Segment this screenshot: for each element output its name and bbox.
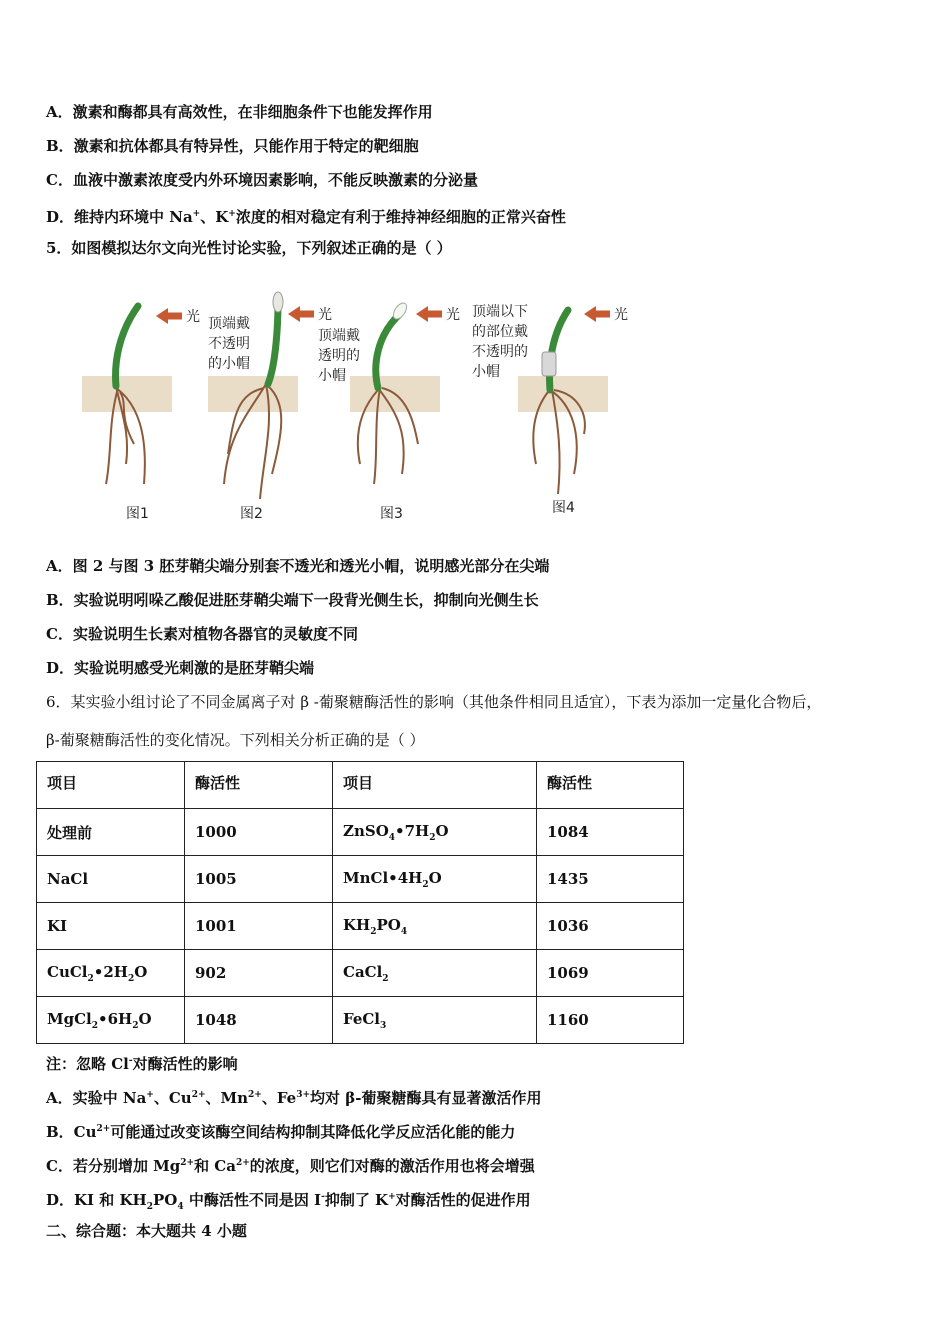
cap-opaque-line-2: 不透明 <box>208 336 250 352</box>
light-label-3: 光 <box>446 307 460 323</box>
compound-cell: $KH_2PO_4$ <box>333 903 537 950</box>
activity-cell: 1084 <box>537 809 684 856</box>
cap-transparent-line-2: 透明的 <box>318 348 360 364</box>
roots <box>106 384 585 499</box>
light-label-2: 光 <box>318 307 332 323</box>
q6-stem-line-1: 6．某实验小组讨论了不同金属离子对 β -葡聚糖酶活性的影响（其他条件相同且适宜），下表为添加一定量化合物后， <box>46 693 822 711</box>
table-note: 注：忽略 Cl-对酶活性的影响 <box>46 1055 238 1073</box>
compound-cell: FeCl$_3$ <box>333 997 537 1044</box>
table-row <box>37 809 684 856</box>
compound-cell: CaCl$_2$ <box>333 950 537 997</box>
q5-option-c: C．实验说明生长素对植物各器官的灵敏度不同 <box>46 625 358 643</box>
cap-lower-line-4: 小帽 <box>472 364 500 380</box>
cap-lower-line-3: 不透明的 <box>472 344 528 360</box>
coleoptile-1 <box>116 306 138 386</box>
header-item: 项目 <box>37 762 185 809</box>
q6-stem-line-2: β-葡聚糖酶活性的变化情况。下列相关分析正确的是（ ） <box>46 731 425 749</box>
activity-cell: 1000 <box>185 809 333 856</box>
q6-option-c: C．若分别增加 $Mg^{2+}$和 $Ca^{2+}$的浓度，则它们对酶的激活作用也将会增强 <box>46 1157 535 1175</box>
activity-cell: 1069 <box>537 950 684 997</box>
figure-label-1: 图1 <box>126 506 149 522</box>
soil-block-4 <box>518 376 608 412</box>
compound-cell: $CuCl_2•2H_2O$ <box>37 950 185 997</box>
q5-option-a: A．图 2 与图 3 胚芽鞘尖端分别套不透光和透光小帽，说明感光部分在尖端 <box>46 557 550 575</box>
soil-block-1 <box>82 376 172 412</box>
q5-stem: 5．如图模拟达尔文向光性讨论实验，下列叙述正确的是（ ） <box>46 239 452 257</box>
q4-option-d: D．维持内环境中 Na+、K+浓度的相对稳定有利于维持神经细胞的正常兴奋性 <box>46 208 566 226</box>
table-row <box>37 856 684 903</box>
header-item: 项目 <box>333 762 537 809</box>
q6-option-a: A．实验中 Na+、$Cu^{2+}$、$Mn^{2+}$、$Fe^{3+}$均对 β-葡聚糖酶具有显著激活作用 <box>46 1089 542 1107</box>
compound-cell: $MgCl_2•6H_2O$ <box>37 997 185 1044</box>
lower-opaque-sleeve <box>542 352 556 376</box>
activity-cell: 902 <box>185 950 333 997</box>
q5-option-b: B．实验说明吲哚乙酸促进胚芽鞘尖端下一段背光侧生长，抑制向光侧生长 <box>46 591 539 609</box>
activity-cell: 1036 <box>537 903 684 950</box>
cap-transparent-line-1: 顶端戴 <box>318 328 360 344</box>
activity-cell: 1048 <box>185 997 333 1044</box>
cap-opaque-line-1: 顶端戴 <box>208 316 250 332</box>
table-row <box>37 997 684 1044</box>
activity-cell: 1435 <box>537 856 684 903</box>
table-header-row <box>37 762 684 809</box>
q6-option-d: D．KI 和 $KH_2PO_4$ 中酶活性不同是因 I-抑制了 K+对酶活性的促进作用 <box>46 1191 531 1212</box>
enzyme-activity-table <box>36 761 684 1044</box>
q4-option-b: B．激素和抗体都具有特异性，只能作用于特定的靶细胞 <box>46 137 419 155</box>
cap-transparent-line-3: 小帽 <box>318 368 346 384</box>
light-label-1: 光 <box>186 309 200 325</box>
phototropism-figure <box>78 284 638 534</box>
figure-label-4: 图4 <box>552 500 575 516</box>
coleoptile-2 <box>268 302 278 384</box>
figure-label-2: 图2 <box>240 506 263 522</box>
section-2-heading: 二、综合题：本大题共 4 小题 <box>46 1222 247 1240</box>
q6-option-b: B．$Cu^{2+}$可能通过改变该酶空间结构抑制其降低化学反应活化能的能力 <box>46 1123 516 1141</box>
compound-cell: $MnCl•4H_2O$ <box>333 856 537 903</box>
q4-option-c: C．血液中激素浓度受内外环境因素影响，不能反映激素的分泌量 <box>46 171 478 189</box>
cap-opaque-line-3: 的小帽 <box>208 356 250 372</box>
light-label-4: 光 <box>614 307 628 323</box>
activity-cell: 1001 <box>185 903 333 950</box>
figure-label-3: 图3 <box>380 506 403 522</box>
cap-lower-line-1: 顶端以下 <box>472 304 528 320</box>
header-activity: 酶活性 <box>537 762 684 809</box>
header-activity: 酶活性 <box>185 762 333 809</box>
compound-cell: $ZnSO_4•7H_2O$ <box>333 809 537 856</box>
table-row <box>37 903 684 950</box>
activity-cell: 1160 <box>537 997 684 1044</box>
soil-block-2 <box>208 376 298 412</box>
opaque-cap <box>273 292 283 312</box>
cap-lower-line-2: 的部位戴 <box>472 324 528 340</box>
activity-cell: 1005 <box>185 856 333 903</box>
q5-option-d: D．实验说明感受光刺激的是胚芽鞘尖端 <box>46 659 315 677</box>
table-row <box>37 950 684 997</box>
compound-cell: 处理前 <box>37 809 185 856</box>
q4-option-a: A．激素和酶都具有高效性，在非细胞条件下也能发挥作用 <box>46 103 433 121</box>
compound-cell: KI <box>37 903 185 950</box>
compound-cell: NaCl <box>37 856 185 903</box>
